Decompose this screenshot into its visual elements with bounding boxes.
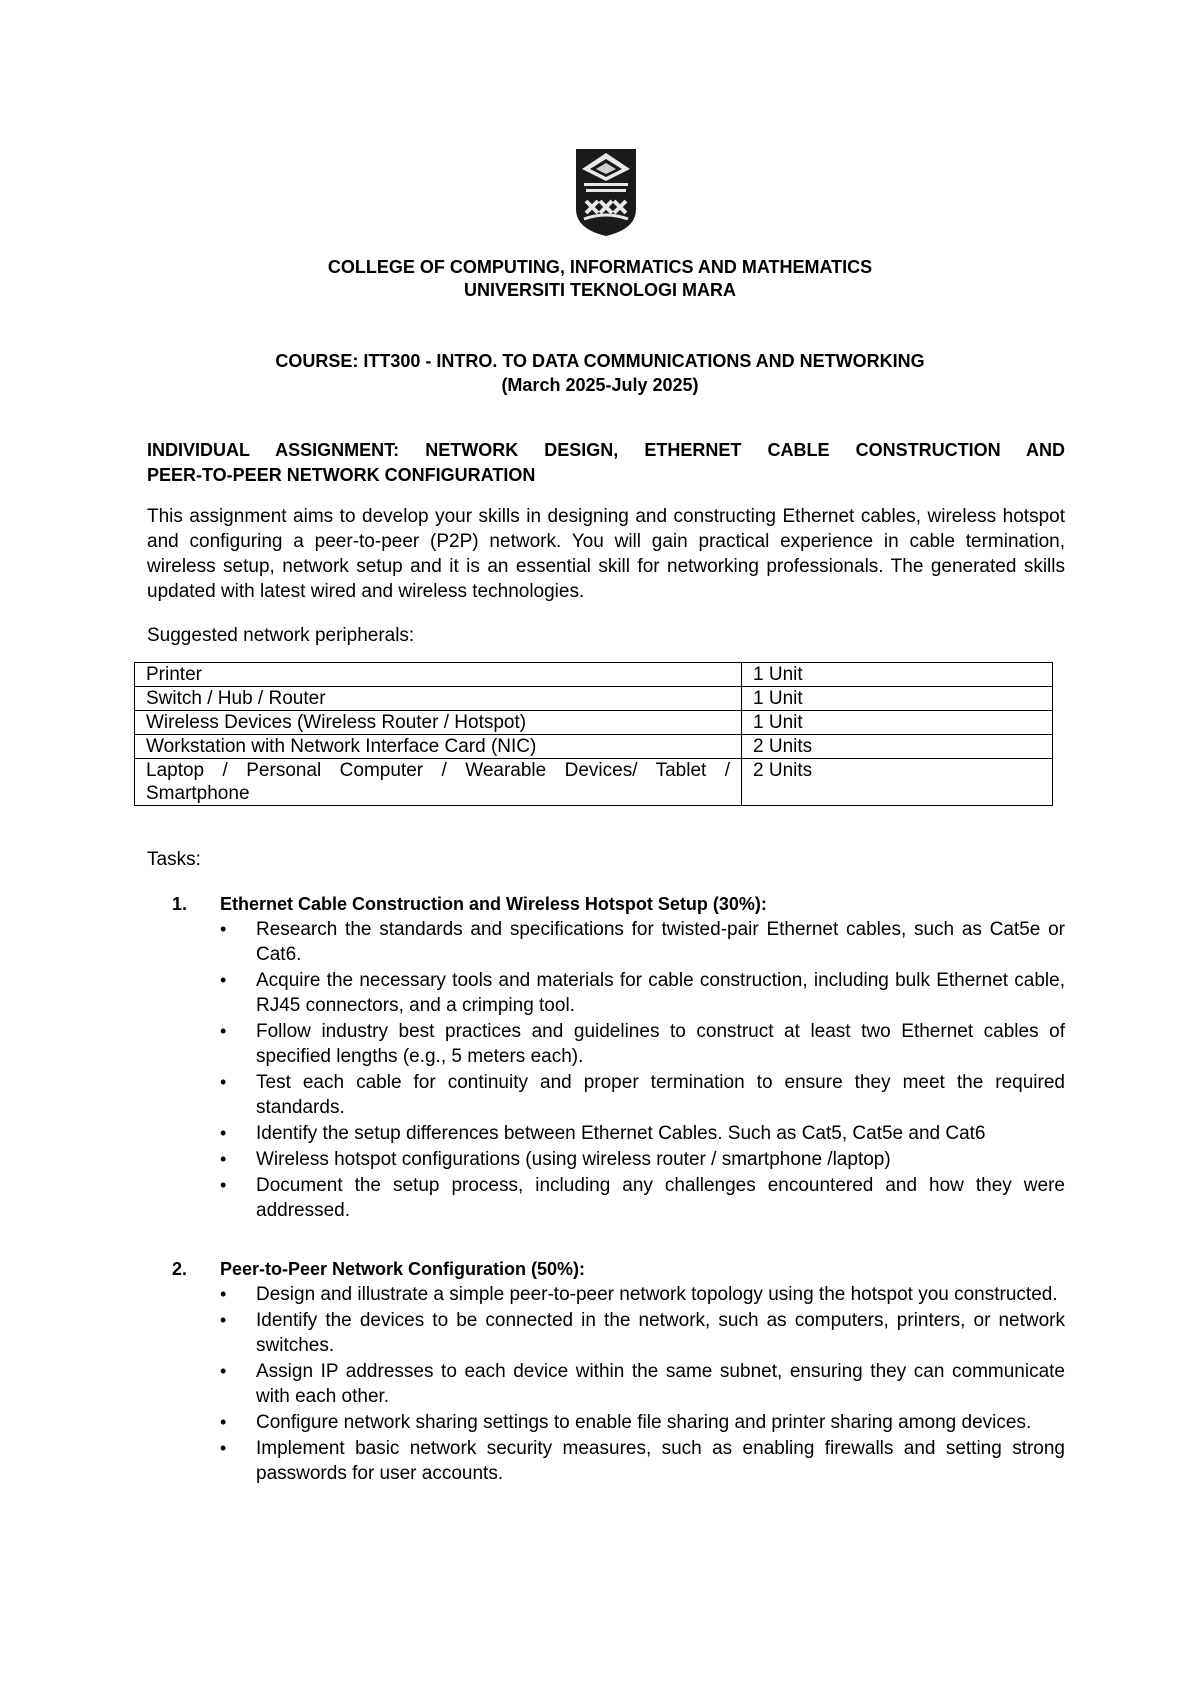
bullet-icon: • bbox=[220, 970, 227, 990]
list-item-text: Test each cable for continuity and proper termination to ensure they meet the required standards. bbox=[256, 1072, 1065, 1118]
list-item bbox=[172, 1359, 1065, 1409]
bullet-icon: • bbox=[220, 1123, 227, 1143]
peripheral-qty: 2 Units bbox=[742, 759, 1053, 806]
list-item bbox=[172, 1436, 1065, 1486]
list-item bbox=[172, 1282, 1065, 1307]
list-item bbox=[172, 1147, 1065, 1172]
task-heading bbox=[172, 891, 1065, 917]
task-bullet-list bbox=[172, 1282, 1065, 1486]
list-item bbox=[172, 1308, 1065, 1358]
table-row bbox=[135, 711, 1053, 735]
task-section-2 bbox=[172, 1256, 1065, 1487]
university-logo-icon bbox=[574, 147, 638, 237]
table-row bbox=[135, 687, 1053, 711]
list-item-text: Assign IP addresses to each device within the same subnet, ensuring they can communicate with each other. bbox=[256, 1361, 1065, 1407]
list-item bbox=[172, 1173, 1065, 1223]
list-item bbox=[172, 1121, 1065, 1146]
bullet-icon: • bbox=[220, 1310, 227, 1330]
task-number: 2. bbox=[172, 1259, 188, 1279]
table-row bbox=[135, 759, 1053, 806]
peripheral-item: Laptop / Personal Computer / Wearable Devices/ Tablet / Smartphone bbox=[135, 759, 742, 806]
intro-paragraph: This assignment aims to develop your skills in designing and constructing Ethernet cables, wireless hotspot and configuring a peer-to-peer (P2P) network. You will gain practical experience in cable termination, wireless setup, network setup and it is an essential skill for networking professionals. The generated skills updated with latest wired and wireless technologies. bbox=[147, 506, 1065, 602]
peripheral-qty: 1 Unit bbox=[742, 687, 1053, 711]
course-title: COURSE: ITT300 - INTRO. TO DATA COMMUNICATIONS AND NETWORKING bbox=[275, 351, 925, 371]
bullet-icon: • bbox=[220, 1021, 227, 1041]
list-item-text: Wireless hotspot configurations (using wireless router / smartphone /laptop) bbox=[256, 1149, 891, 1170]
list-item-text: Identify the devices to be connected in the network, such as computers, printers, or network switches. bbox=[256, 1310, 1065, 1356]
peripheral-item: Switch / Hub / Router bbox=[135, 687, 742, 711]
assignment-title bbox=[147, 438, 1065, 488]
assignment-title-line1: INDIVIDUAL ASSIGNMENT: NETWORK DESIGN, ETHERNET CABLE CONSTRUCTION AND bbox=[147, 440, 1065, 460]
list-item-text: Identify the setup differences between Ethernet Cables. Such as Cat5, Cat5e and Cat6 bbox=[256, 1123, 986, 1144]
list-item bbox=[172, 1070, 1065, 1120]
task-number: 1. bbox=[172, 894, 188, 914]
task-section-1 bbox=[172, 891, 1065, 1224]
list-item-text: Design and illustrate a simple peer-to-peer network topology using the hotspot you constructed. bbox=[256, 1284, 1058, 1305]
list-item bbox=[172, 1019, 1065, 1069]
task-title: Ethernet Cable Construction and Wireless Hotspot Setup (30%): bbox=[220, 894, 767, 914]
task-title: Peer-to-Peer Network Configuration (50%): bbox=[220, 1259, 586, 1279]
peripheral-qty: 1 Unit bbox=[742, 663, 1053, 687]
university-name: UNIVERSITI TEKNOLOGI MARA bbox=[463, 280, 736, 300]
bullet-icon: • bbox=[220, 1361, 227, 1381]
list-item bbox=[172, 968, 1065, 1018]
peripheral-item: Wireless Devices (Wireless Router / Hotspot) bbox=[135, 711, 742, 735]
bullet-icon: • bbox=[220, 1149, 227, 1169]
peripheral-item: Workstation with Network Interface Card (NIC) bbox=[135, 735, 742, 759]
peripheral-item: Printer bbox=[135, 663, 742, 687]
peripheral-qty: 1 Unit bbox=[742, 711, 1053, 735]
task-bullet-list bbox=[172, 917, 1065, 1223]
college-name: COLLEGE OF COMPUTING, INFORMATICS AND MATHEMATICS bbox=[327, 257, 873, 277]
peripherals-table bbox=[134, 662, 1053, 806]
peripheral-qty: 2 Units bbox=[742, 735, 1053, 759]
list-item-text: Follow industry best practices and guidelines to construct at least two Ethernet cables of specified lengths (e.g., 5 meters each). bbox=[256, 1021, 1065, 1067]
bullet-icon: • bbox=[220, 1072, 227, 1092]
assignment-title-line2: PEER-TO-PEER NETWORK CONFIGURATION bbox=[147, 465, 536, 485]
bullet-icon: • bbox=[220, 919, 227, 939]
peripherals-label: Suggested network peripherals: bbox=[147, 625, 415, 646]
bullet-icon: • bbox=[220, 1175, 227, 1195]
list-item-text: Implement basic network security measures, such as enabling firewalls and setting strong passwords for user accounts. bbox=[256, 1438, 1065, 1484]
bullet-icon: • bbox=[220, 1284, 227, 1304]
table-row bbox=[135, 735, 1053, 759]
list-item-text: Research the standards and specifications for twisted-pair Ethernet cables, such as Cat5e or Cat6. bbox=[256, 919, 1065, 965]
tasks-label: Tasks: bbox=[147, 849, 201, 870]
bullet-icon: • bbox=[220, 1438, 227, 1458]
bullet-icon: • bbox=[220, 1412, 227, 1432]
list-item bbox=[172, 917, 1065, 967]
course-session: (March 2025-July 2025) bbox=[501, 375, 699, 395]
list-item-text: Acquire the necessary tools and materials for cable construction, including bulk Ethernet cable, RJ45 connectors, and a crimping tool. bbox=[256, 970, 1065, 1016]
list-item bbox=[172, 1410, 1065, 1435]
table-row bbox=[135, 663, 1053, 687]
list-item-text: Document the setup process, including any challenges encountered and how they were addressed. bbox=[256, 1175, 1065, 1221]
list-item-text: Configure network sharing settings to enable file sharing and printer sharing among devices. bbox=[256, 1412, 1032, 1433]
task-heading bbox=[172, 1256, 1065, 1282]
